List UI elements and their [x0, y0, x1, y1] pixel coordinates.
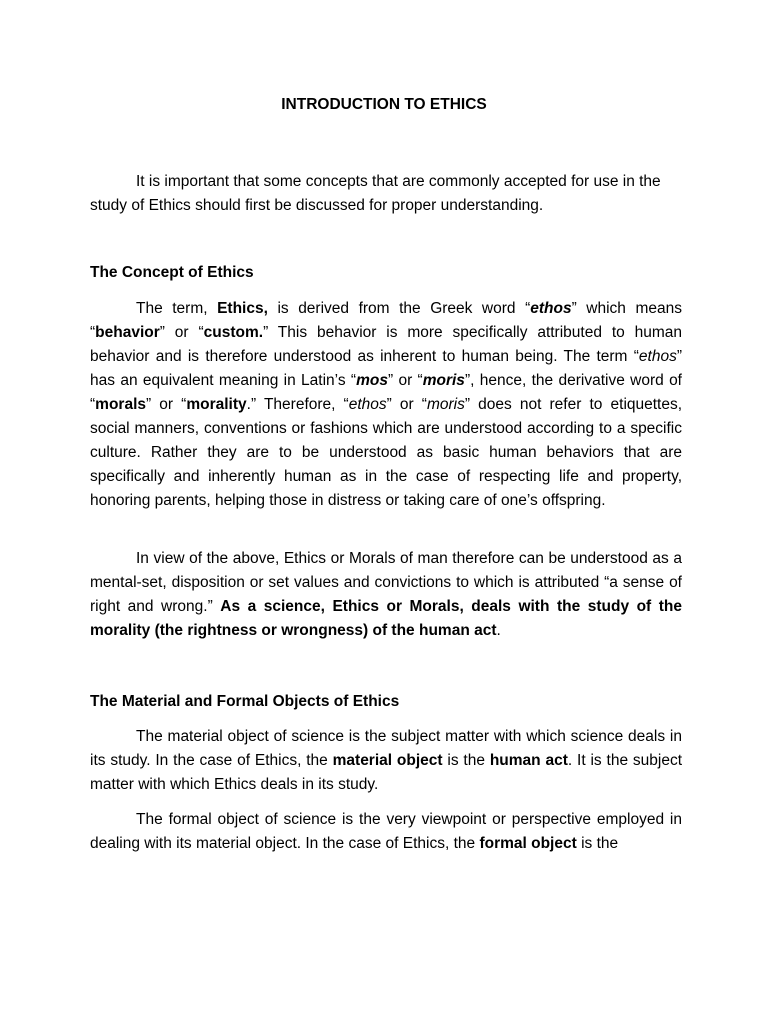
objects-paragraph-1-block [90, 725, 682, 797]
text-run: .” Therefore, “ [246, 396, 349, 413]
text-run: The term, [136, 300, 218, 317]
text-run: The material object of science is the subject matter with which science deals in its study. In the case of Ethics, the [90, 728, 682, 769]
text-run: ”, hence, the derivative word of “ [90, 372, 682, 413]
section-heading-concept: The Concept of Ethics [90, 264, 254, 281]
concept-paragraph-1-block [90, 297, 682, 513]
intro-paragraph: It is important that some concepts that are commonly accepted for use in the study of Ethics should first be discussed for proper understanding. [90, 173, 661, 214]
objects-paragraph-2-block [90, 808, 682, 856]
term-mos: mos [356, 372, 388, 389]
section-heading-objects: The Material and Formal Objects of Ethics [90, 693, 400, 710]
term-custom: custom. [203, 324, 264, 341]
text-run: ” or “ [387, 372, 423, 389]
term-behavior: behavior [95, 324, 160, 341]
term-material-object: material object [332, 752, 443, 769]
text-run: ” or “ [386, 396, 427, 413]
text-run: In view of the above, Ethics or Morals of man therefore can be understood as a mental-set, disposition or set values and convictions to which is attributed “a sense of right and wrong.” [90, 550, 682, 615]
document-title: INTRODUCTION TO ETHICS [281, 96, 487, 113]
text-run: . It is the subject matter with which Ethics deals in its study. [90, 752, 683, 793]
term-moris-italic: moris [426, 396, 465, 413]
text-run: ” or “ [146, 396, 187, 413]
emphasis-science-definition: As a science, Ethics or Morals, deals with the study of the morality (the rightness or wrongness) of the human act [90, 598, 682, 639]
text-run: is the [576, 835, 619, 852]
objects-paragraph-1 [90, 725, 682, 797]
term-ethos: ethos [530, 300, 572, 317]
term-formal-object: formal object [479, 835, 577, 852]
concept-paragraph-2-block [90, 547, 682, 643]
objects-paragraph-2 [90, 808, 682, 856]
section-concept-heading-block [90, 261, 682, 285]
concept-paragraph-2 [90, 547, 682, 643]
text-run: ” or “ [159, 324, 204, 341]
text-run: is derived from the Greek word “ [267, 300, 531, 317]
term-ethics: Ethics, [217, 300, 268, 317]
text-run: . [496, 622, 501, 639]
term-ethos-italic: ethos [638, 348, 677, 365]
text-run: ” does not refer to etiquettes, social manners, conventions or fashions which are understood according to a specific culture. Rather they are to be understood as basic human behaviors that are specifically and inherently human as in the case of respecting life and property, honoring parents, helping those in distress or taking care of one’s offspring. [90, 396, 683, 509]
term-moris: moris [422, 372, 465, 389]
section-objects-heading-block [90, 690, 682, 714]
concept-paragraph-1 [90, 297, 682, 513]
intro-paragraph-block [90, 170, 682, 218]
text-run: is the [442, 752, 490, 769]
text-run: ” which means “ [90, 300, 682, 341]
term-morality: morality [186, 396, 247, 413]
term-morals: morals [95, 396, 147, 413]
term-ethos-italic: ethos [348, 396, 387, 413]
text-run: ” has an equivalent meaning in Latin’s “ [90, 348, 682, 389]
text-run: The formal object of science is the very viewpoint or perspective employed in dealing with its material object. In the case of Ethics, the [90, 811, 682, 852]
term-human-act: human act [489, 752, 568, 769]
text-run: ” This behavior is more specifically attributed to human behavior and is therefore understood as inherent to human being. The term “ [90, 324, 683, 365]
